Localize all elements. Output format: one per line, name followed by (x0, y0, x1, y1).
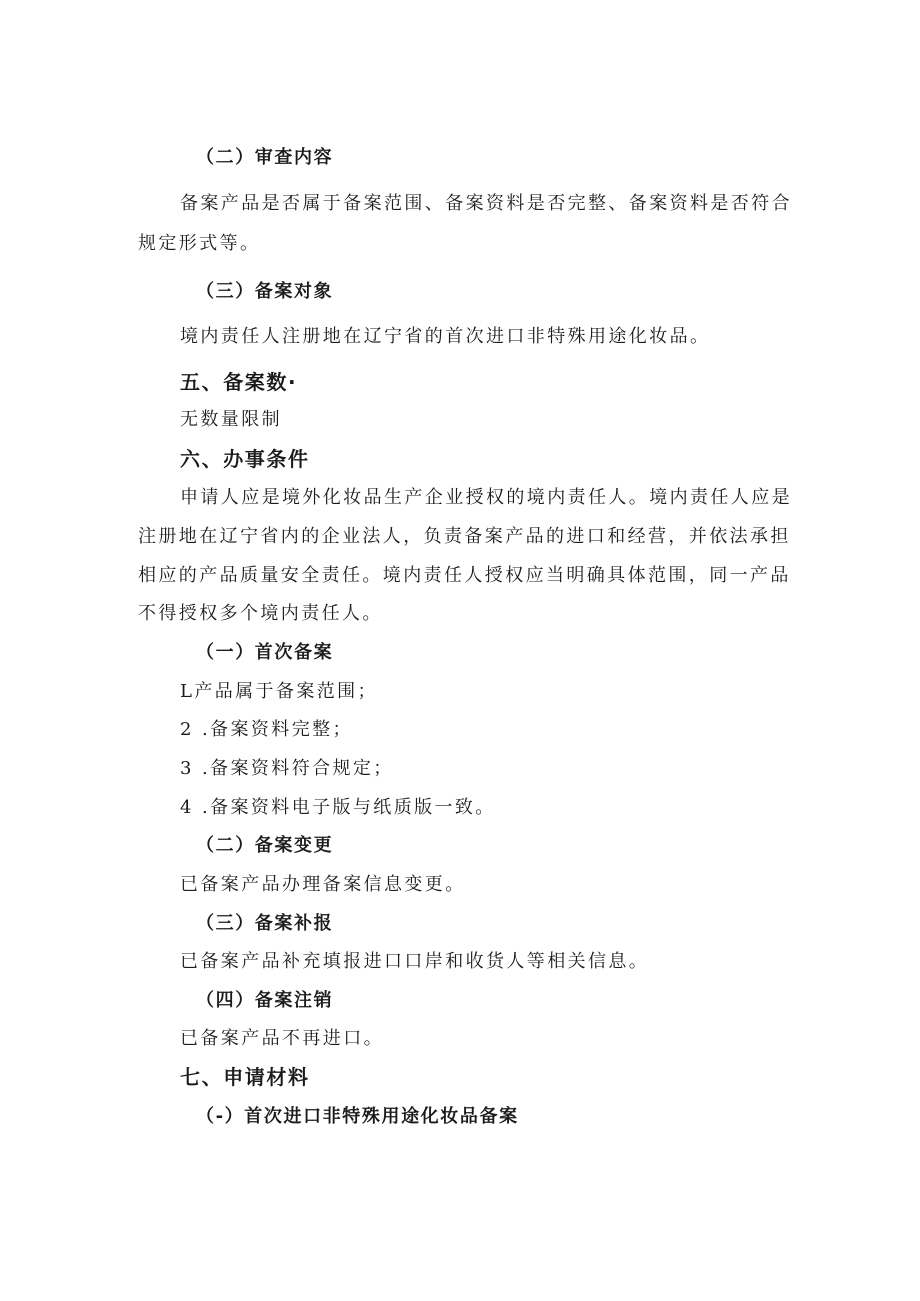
paragraph-line: 申请人应是境外化妆品生产企业授权的境内责任人。境内责任人应是 (180, 487, 792, 508)
subheading-filing-object: （三）备案对象 (196, 281, 334, 302)
paragraph-line: 备案产品是否属于备案范围、备案资料是否完整、备案资料是否符合 (180, 193, 792, 214)
subheading-filing-cancel: （四）备案注销 (196, 990, 334, 1011)
subheading-materials-first: （-）首次进口非特殊用途化妆品备案 (196, 1106, 519, 1127)
subheading-review-content: （二）审查内容 (196, 147, 334, 168)
paragraph-line: 无数量限制 (180, 409, 282, 430)
paragraph-line: 注册地在辽宁省内的企业法人，负责备案产品的进口和经营，并依法承担 (138, 526, 791, 547)
section-heading-filing-count: 五、备案数· (180, 370, 298, 394)
paragraph-line: 已备案产品补充填报进口口岸和收货人等相关信息。 (180, 951, 650, 972)
list-item: 2 .备案资料完整； (180, 719, 353, 740)
list-item: 4 .备案资料电子版与纸质版一致。 (180, 797, 496, 818)
paragraph-line: 不得授权多个境内责任人。 (138, 603, 383, 624)
paragraph-line: 已备案产品办理备案信息变更。 (180, 874, 466, 895)
subheading-filing-supplement: （三）备案补报 (196, 913, 334, 934)
list-item: L产品属于备案范围； (180, 681, 378, 702)
subheading-first-filing: （一）首次备案 (196, 642, 334, 663)
section-heading-conditions: 六、办事条件 (180, 447, 310, 471)
section-heading-materials: 七、申请材料 (180, 1065, 310, 1089)
paragraph-line: 境内责任人注册地在辽宁省的首次进口非特殊用途化妆品。 (180, 326, 711, 347)
paragraph-line: 已备案产品不再进口。 (180, 1028, 384, 1049)
subheading-filing-change: （二）备案变更 (196, 835, 334, 856)
paragraph-line: 规定形式等。 (138, 233, 261, 254)
paragraph-line: 相应的产品质量安全责任。境内责任人授权应当明确具体范围，同一产品 (138, 565, 791, 586)
list-item: 3 .备案资料符合规定； (180, 758, 394, 779)
